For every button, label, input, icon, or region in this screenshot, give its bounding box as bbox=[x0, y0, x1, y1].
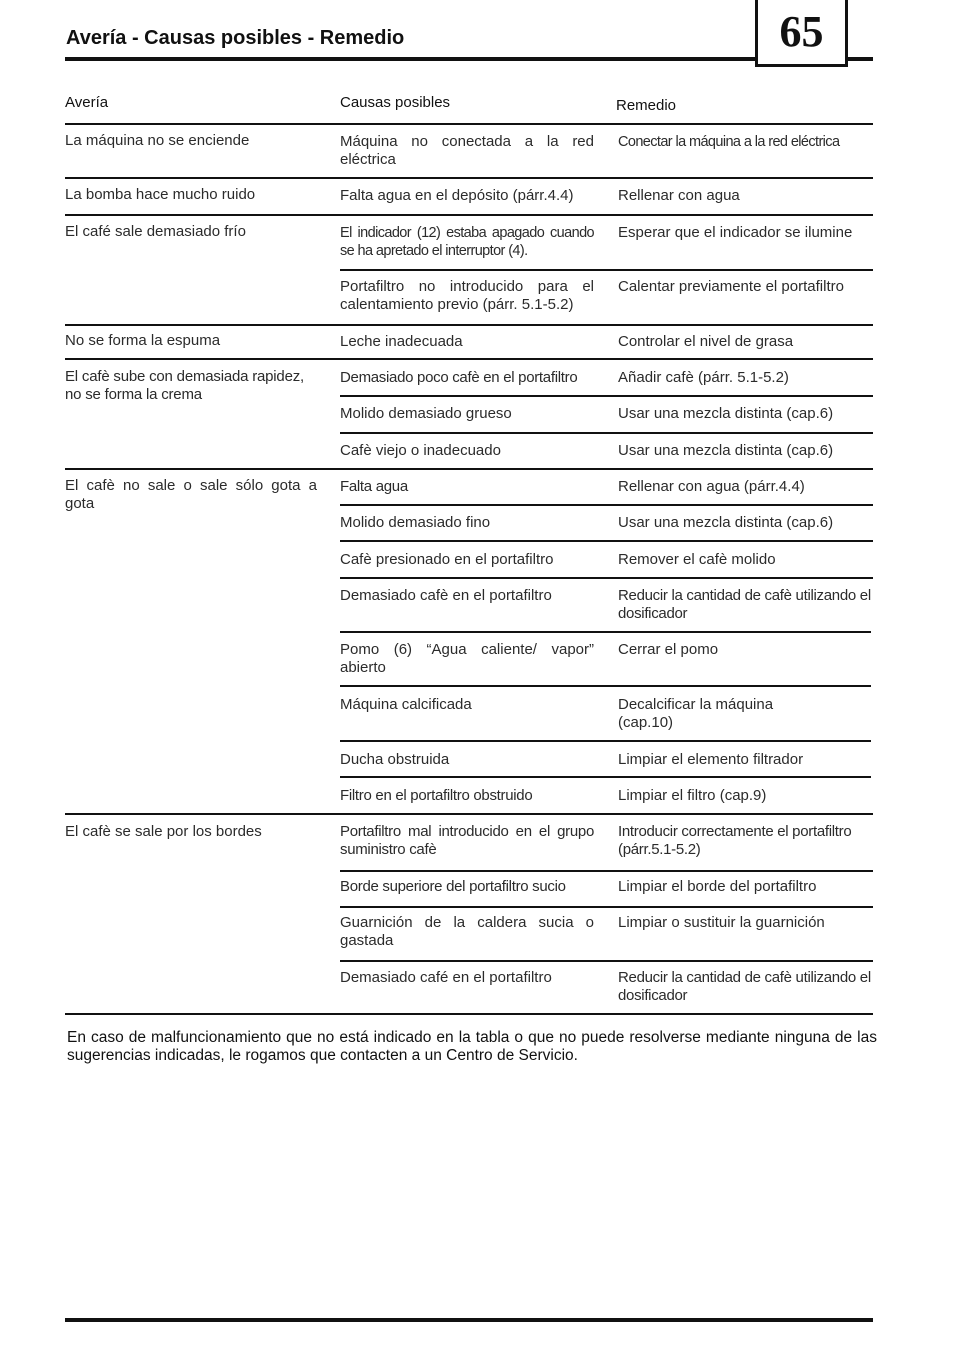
table-rule bbox=[65, 177, 873, 179]
fault-cell: No se forma la espuma bbox=[65, 332, 221, 349]
remedy-cell: Usar una mezcla distinta (cap.6) bbox=[618, 514, 834, 531]
cause-cell: El indicador (12) estaba apagado cuando se ha apretado el interruptor (4). bbox=[340, 225, 594, 259]
cause-cell: Portafiltro mal introducido en el grupo suministro cafè bbox=[340, 823, 594, 858]
column-header-remedio: Remedio bbox=[616, 97, 677, 114]
remedy-cell: Usar una mezcla distinta (cap.6) bbox=[618, 442, 834, 459]
page-title: Avería - Causas posibles - Remedio bbox=[66, 27, 405, 49]
table-rule bbox=[340, 740, 871, 742]
table-rule bbox=[65, 813, 873, 815]
remedy-cell: Cerrar el pomo bbox=[618, 641, 719, 658]
table-rule bbox=[340, 631, 871, 633]
cause-cell: Máquina calcificada bbox=[340, 696, 472, 713]
remedy-cell: Remover el cafè molido bbox=[618, 551, 776, 568]
table-rule bbox=[340, 269, 873, 271]
remedy-cell: Reducir la cantidad de cafè utilizando el dosificador bbox=[618, 587, 871, 622]
cause-cell: Falta agua bbox=[340, 478, 408, 495]
table-rule bbox=[65, 1013, 873, 1015]
cause-cell: Demasiado café en el portafiltro bbox=[340, 969, 552, 986]
remedy-cell: Reducir la cantidad de cafè utilizando el dosificador bbox=[618, 969, 871, 1004]
remedy-cell: Rellenar con agua (párr.4.4) bbox=[618, 478, 805, 495]
cause-cell: Falta agua en el depósito (párr.4.4) bbox=[340, 187, 574, 204]
table-rule bbox=[340, 685, 871, 687]
bottom-rule bbox=[65, 1318, 873, 1322]
remedy-cell: Controlar el nivel de grasa bbox=[618, 333, 794, 350]
page-number-box bbox=[755, 0, 848, 67]
service-note: En caso de malfuncionamiento que no está indicado en la tabla o que no puede resolverse mediante ninguna de las sugerencias indicadas, le rogamos que contacten a un Centro de Servicio. bbox=[67, 1029, 877, 1064]
remedy-cell: Limpiar o sustituir la guarnición bbox=[618, 914, 825, 931]
cause-cell: Cafè presionado en el portafiltro bbox=[340, 551, 554, 568]
remedy-cell: Añadir cafè (párr. 5.1-5.2) bbox=[618, 369, 789, 386]
cause-cell: Demasiado cafè en el portafiltro bbox=[340, 587, 552, 604]
table-rule bbox=[65, 358, 873, 360]
remedy-cell: Esperar que el indicador se ilumine bbox=[618, 224, 853, 241]
title-rule bbox=[65, 57, 873, 61]
table-rule bbox=[340, 776, 871, 778]
column-header-causas: Causas posibles bbox=[340, 94, 451, 111]
table-rule bbox=[340, 432, 873, 434]
table-rule bbox=[340, 577, 873, 579]
fault-cell: La bomba hace mucho ruido bbox=[65, 186, 256, 203]
table-rule bbox=[340, 540, 873, 542]
cause-cell: Portafiltro no introducido para el calentamiento previo (párr. 5.1-5.2) bbox=[340, 278, 594, 313]
fault-cell: El cafè se sale por los bordes bbox=[65, 823, 262, 840]
page-number: 65 bbox=[779, 7, 824, 56]
cause-cell: Borde superiore del portafiltro sucio bbox=[340, 878, 566, 895]
table-rule bbox=[340, 906, 873, 908]
fault-cell: El café sale demasiado frío bbox=[65, 223, 246, 240]
remedy-cell: Rellenar con agua bbox=[618, 187, 740, 204]
table-rule bbox=[65, 123, 873, 125]
cause-cell: Molido demasiado fino bbox=[340, 514, 491, 531]
remedy-cell: Limpiar el borde del portafiltro bbox=[618, 878, 817, 895]
fault-cell: El cafè no sale o sale sólo gota a gota bbox=[65, 477, 317, 512]
remedy-cell: Limpiar el filtro (cap.9) bbox=[618, 787, 767, 804]
remedy-cell: Conectar la máquina a la red eléctrica bbox=[618, 134, 840, 150]
cause-cell: Demasiado poco cafè en el portafiltro bbox=[340, 369, 578, 386]
cause-cell: Cafè viejo o inadecuado bbox=[340, 442, 501, 459]
remedy-cell: Decalcificar la máquina (cap.10) bbox=[618, 696, 774, 731]
remedy-cell: Calentar previamente el portafiltro bbox=[618, 278, 844, 295]
cause-cell: Filtro en el portafiltro obstruido bbox=[340, 787, 533, 804]
table-rule bbox=[340, 870, 873, 872]
table-rule bbox=[340, 395, 873, 397]
cause-cell: Molido demasiado grueso bbox=[340, 405, 512, 422]
column-header-averia: Avería bbox=[65, 94, 109, 111]
remedy-cell: Introducir correctamente el portafiltro (párr.5.1-5.2) bbox=[618, 823, 852, 858]
table-rule bbox=[340, 960, 873, 962]
remedy-cell: Limpiar el elemento filtrador bbox=[618, 751, 804, 768]
cause-cell: Pomo (6) “Agua caliente/ vapor” abierto bbox=[340, 641, 594, 676]
fault-cell: La máquina no se enciende bbox=[65, 132, 250, 149]
table-rule bbox=[340, 504, 873, 506]
cause-cell: Guarnición de la caldera sucia o gastada bbox=[340, 914, 594, 949]
remedy-cell: Usar una mezcla distinta (cap.6) bbox=[618, 405, 834, 422]
table-rule bbox=[65, 468, 873, 470]
cause-cell: Ducha obstruida bbox=[340, 751, 450, 768]
fault-cell: El cafè sube con demasiada rapidez, no se forma la crema bbox=[65, 368, 304, 403]
table-rule bbox=[65, 324, 873, 326]
cause-cell: Máquina no conectada a la red eléctrica bbox=[340, 133, 594, 168]
table-rule bbox=[65, 214, 873, 216]
cause-cell: Leche inadecuada bbox=[340, 333, 463, 350]
